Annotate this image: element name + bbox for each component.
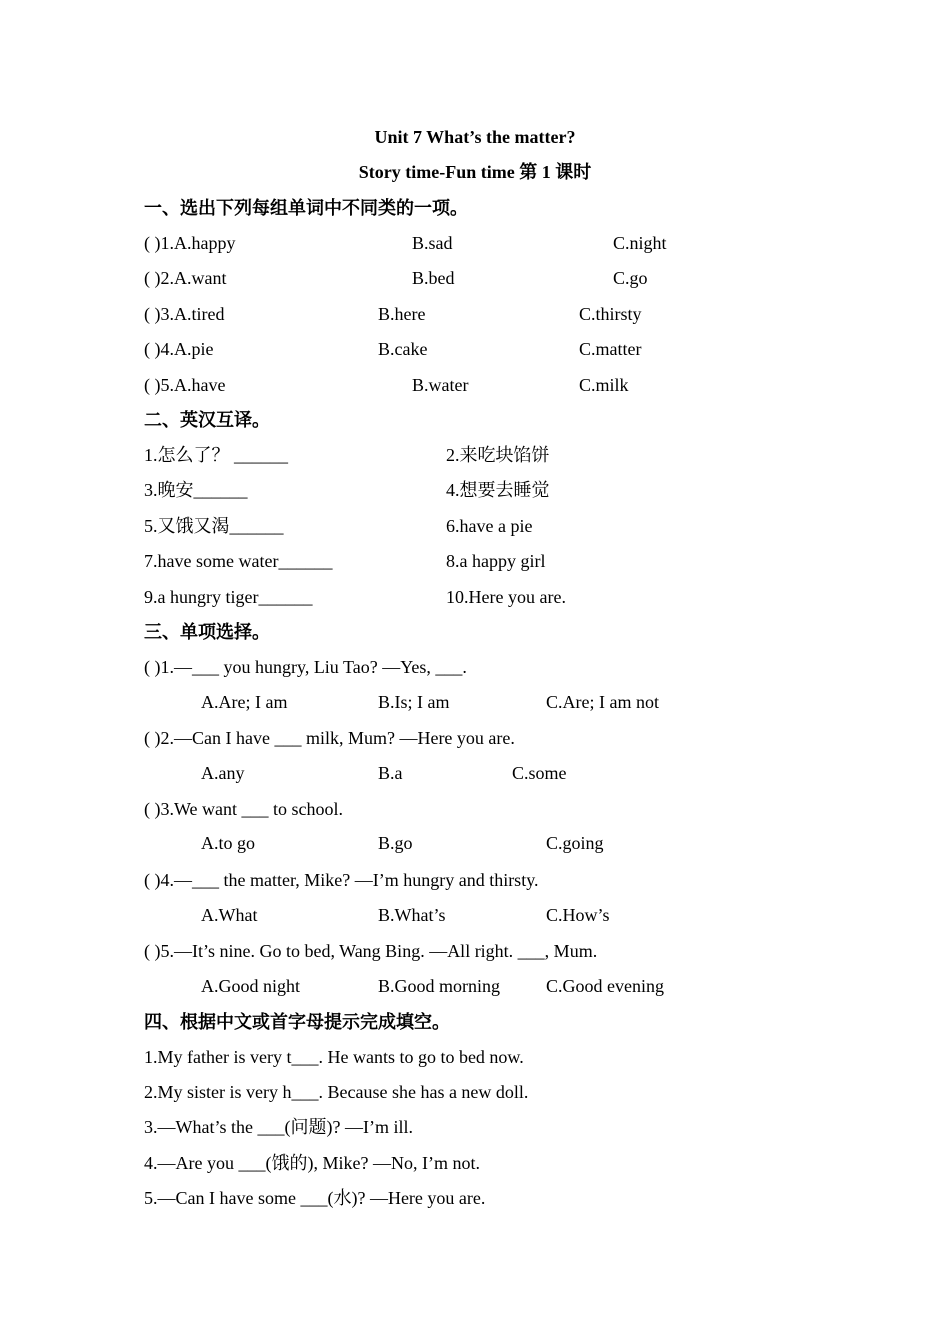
option-b: B.cake xyxy=(378,339,428,359)
option-b: B.Good morning xyxy=(378,976,501,996)
option-b: B.bed xyxy=(412,268,455,288)
question-stem: ( )5.A.have xyxy=(144,375,226,395)
option-b: B.go xyxy=(378,833,413,853)
translation-right: 4.想要去睡觉 xyxy=(446,480,550,500)
option-c: C.matter xyxy=(579,339,642,359)
option-c: C.Good evening xyxy=(546,976,664,996)
option-b: B.What’s xyxy=(378,905,446,925)
translation-right: 10.Here you are. xyxy=(446,587,566,607)
section4-heading: 四、根据中文或首字母提示完成填空。 xyxy=(144,1012,450,1032)
option-c: C.milk xyxy=(579,375,629,395)
option-b: B.water xyxy=(412,375,469,395)
translation-left: 1.怎么了？ ______ xyxy=(144,445,288,465)
option-b: B.here xyxy=(378,304,426,324)
question-stem: ( )4.A.pie xyxy=(144,339,214,359)
question-stem: ( )1.A.happy xyxy=(144,233,236,253)
translation-right: 2.来吃块馅饼 xyxy=(446,445,550,465)
option-a: A.any xyxy=(201,763,245,783)
question-stem: ( )4.—___ the matter, Mike? —I’m hungry and thirsty. xyxy=(144,870,539,890)
section1-heading: 一、选出下列每组单词中不同类的一项。 xyxy=(144,198,468,218)
fill-blank-item: 4.—Are you ___(饿的), Mike? —No, I’m not. xyxy=(144,1153,480,1173)
fill-blank-item: 1.My father is very t___. He wants to go to bed now. xyxy=(144,1047,524,1067)
option-a: A.Are; I am xyxy=(201,692,288,712)
translation-left: 3.晚安______ xyxy=(144,480,248,500)
question-stem: ( )2.A.want xyxy=(144,268,227,288)
option-b: B.Is; I am xyxy=(378,692,450,712)
question-stem: ( )3.We want ___ to school. xyxy=(144,799,344,819)
translation-right: 8.a happy girl xyxy=(446,551,546,571)
option-a: A.What xyxy=(201,905,258,925)
question-stem: ( )5.—It’s nine. Go to bed, Wang Bing. —All right. ___, Mum. xyxy=(144,941,598,961)
page-title: Unit 7 What’s the matter? xyxy=(374,127,576,147)
page-subtitle: Story time-Fun time 第 1 课时 xyxy=(358,162,592,182)
translation-left: 9.a hungry tiger______ xyxy=(144,587,313,607)
fill-blank-item: 2.My sister is very h___. Because she has a new doll. xyxy=(144,1082,529,1102)
translation-left: 5.又饿又渴______ xyxy=(144,516,284,536)
option-b: B.sad xyxy=(412,233,453,253)
option-c: C.go xyxy=(613,268,648,288)
question-stem: ( )3.A.tired xyxy=(144,304,225,324)
option-c: C.Are; I am not xyxy=(546,692,659,712)
option-a: A.to go xyxy=(201,833,255,853)
section3-heading: 三、单项选择。 xyxy=(144,622,270,642)
fill-blank-item: 5.—Can I have some ___(水)? —Here you are. xyxy=(144,1188,486,1208)
option-c: C.some xyxy=(512,763,567,783)
translation-left: 7.have some water______ xyxy=(144,551,333,571)
question-stem: ( )2.—Can I have ___ milk, Mum? —Here you are. xyxy=(144,728,515,748)
option-c: C.How’s xyxy=(546,905,610,925)
question-stem: ( )1.—___ you hungry, Liu Tao? —Yes, ___. xyxy=(144,657,467,677)
translation-right: 6.have a pie xyxy=(446,516,533,536)
fill-blank-item: 3.—What’s the ___(问题)? —I’m ill. xyxy=(144,1117,413,1137)
option-c: C.going xyxy=(546,833,604,853)
section2-heading: 二、英汉互译。 xyxy=(144,410,270,430)
option-c: C.thirsty xyxy=(579,304,642,324)
option-b: B.a xyxy=(378,763,403,783)
option-a: A.Good night xyxy=(201,976,300,996)
option-c: C.night xyxy=(613,233,667,253)
